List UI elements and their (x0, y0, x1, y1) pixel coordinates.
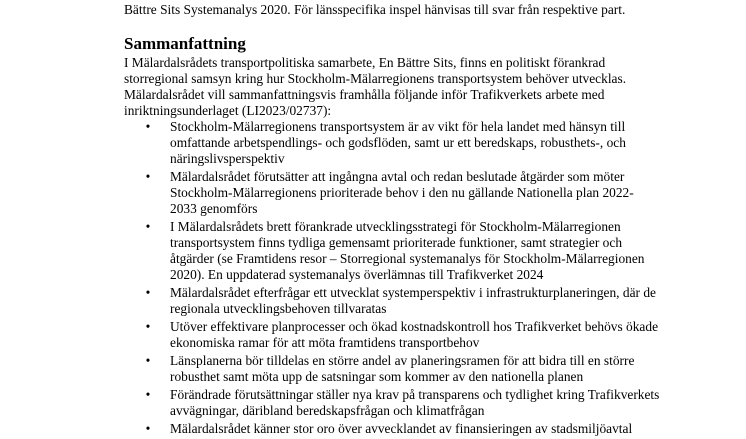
list-item (0, 219, 660, 283)
bullet-icon: • (145, 353, 151, 368)
bullet-icon: • (145, 119, 151, 134)
bullet-icon: • (145, 285, 151, 300)
previous-paragraph-tail: Bättre Sits Systemanalys 2020. För länsspecifika inspel hänvisas till svar från respektive part. (124, 2, 626, 17)
list-item (0, 319, 660, 351)
section-heading: Sammanfattning (124, 34, 246, 53)
list-item (0, 421, 660, 437)
list-item (0, 387, 660, 419)
list-item-text: Stockholm-Mälarregionens transportsystem är av vikt för hela landet med hänsyn till omfattande arbetspendlings- och godsflöden, samt ur ett beredskaps, robusthets-, och näringslivsperspektiv (170, 119, 626, 166)
list-item (0, 119, 660, 167)
list-item (0, 169, 660, 217)
list-item-text: Mälardalsrådet känner stor oro över avvecklandet av finansieringen av stadsmiljöavtal (170, 421, 633, 436)
list-item-text: I Mälardalsrådets brett förankrade utvecklingsstrategi för Stockholm-Mälarregionen transportsystem finns tydliga gemensamt prioriterade funktioner, samt strategier och åtgärder (se Framtidens resor – Storregional systemanalys för Stockholm-Mälarregionen 2020). En uppdaterad systemanalys överlämnas till Trafikverket 2024 (170, 219, 645, 282)
bullet-icon: • (145, 219, 151, 234)
intro-paragraph: I Mälardalsrådets transportpolitiska samarbete, En Bättre Sits, finns en politiskt förankrad storregional samsyn kring hur Stockholm-Mälarregionens transportsystem behöver utvecklas. Mälardalsrådet vill sammanfattningsvis framhålla följande inför Trafikverkets arbete med inriktningsunderlaget (LI2023/02737): (124, 55, 627, 118)
list-item-text: Mälardalsrådet efterfrågar ett utvecklat systemperspektiv i infrastrukturplaneringen, där de regionala utvecklingsbehoven tillvaratas (170, 285, 656, 316)
bullet-icon: • (145, 387, 151, 402)
list-item-text: Förändrade förutsättningar ställer nya krav på transparens och tydlighet kring Trafikverkets avvägningar, däribland beredskapsfrågan och klimatfrågan (170, 387, 660, 418)
summary-bullet-list (0, 119, 746, 439)
list-item-text: Länsplanerna bör tilldelas en större andel av planeringsramen för att bidra till en större robusthet samt möta upp de satsningar som kommer av den nationella planen (170, 353, 635, 384)
bullet-icon: • (145, 421, 151, 436)
bullet-icon: • (145, 319, 151, 334)
list-item-text: Mälardalsrådet förutsätter att ingångna avtal och redan beslutade åtgärder som möter Stockholm-Mälarregionens prioriterade behov i den nu gällande Nationella plan 2022-2033 genomförs (170, 169, 634, 216)
list-item (0, 353, 660, 385)
list-item-text: Utöver effektivare planprocesser och ökad kostnadskontroll hos Trafikverket behövs ökade ekonomiska ramar för att möta framtidens transportbehov (170, 319, 659, 350)
list-item (0, 285, 660, 317)
bullet-icon: • (145, 169, 151, 184)
